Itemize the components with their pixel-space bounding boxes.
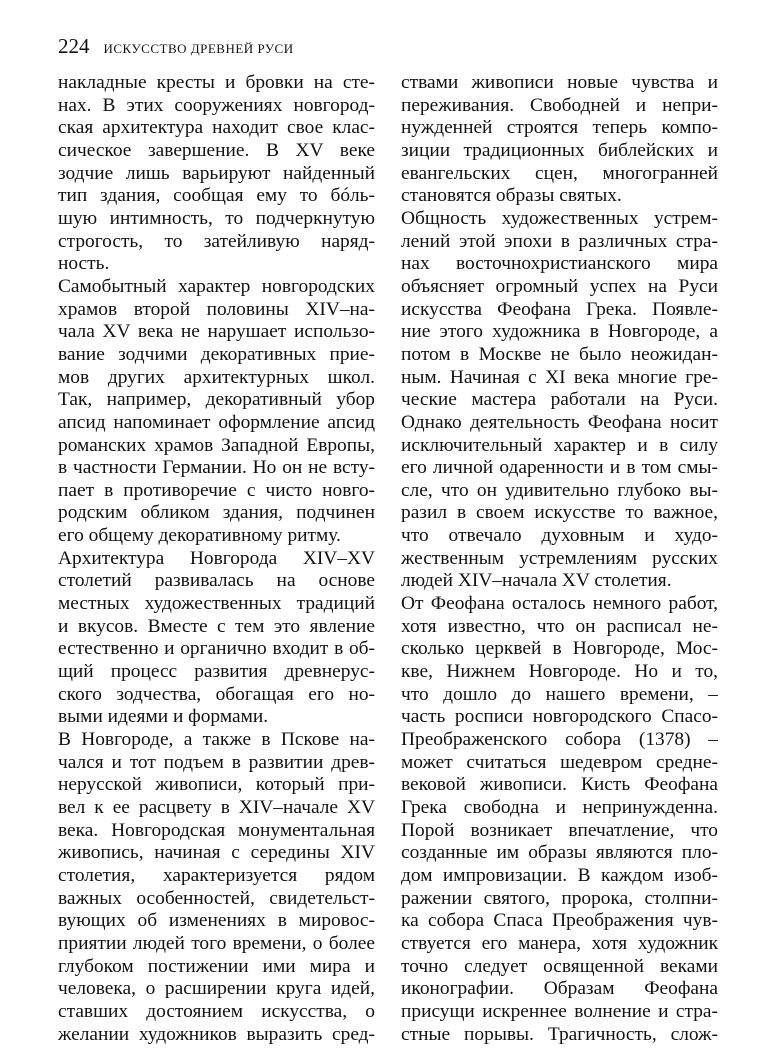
text-line: объясняет огромный успех на Руси: [401, 275, 718, 297]
text-line: ского зодчества, обогащая его но-: [58, 683, 375, 705]
text-line: потом в Москве не было неожидан-: [401, 343, 718, 365]
text-line: желании художников выразить сред-: [58, 1023, 375, 1045]
text-line: что дошло до нашего времени, –: [401, 683, 718, 705]
text-line: Преображенского собора (1378) –: [401, 729, 718, 751]
text-line: сколько церквей в Новгороде, Мос-: [401, 638, 718, 660]
text-line: нах. В этих сооружениях новгород-: [58, 94, 375, 116]
text-line: живопись, начиная с середины XIV: [58, 842, 375, 864]
text-line: его общему декоративному ритму.: [58, 525, 341, 547]
text-line: в частности Германии. Но он не всту-: [58, 457, 375, 479]
text-line: столетий развивалась на основе: [58, 570, 375, 592]
text-line: апсид напоминает оформление апсид: [58, 411, 375, 433]
text-line: часть росписи новгородского Спасо-: [401, 706, 718, 728]
text-line: исключительный характер и в силу: [401, 434, 718, 456]
text-line: иконографии. Образам Феофана: [401, 978, 718, 1000]
text-line: лений этой эпохи в различных стра-: [401, 230, 718, 252]
text-line: ставших достоянием искусства, о: [58, 1000, 375, 1022]
text-line: евангельских сцен, многогранней: [401, 162, 718, 184]
text-line: пает в противоречие с чисто новго-: [58, 479, 375, 501]
text-line: ние этого художника в Новгороде, а: [401, 321, 718, 343]
text-line: кве, Нижнем Новгороде. Но и то,: [401, 661, 718, 683]
text-line: века. Новгородская монументальная: [58, 819, 375, 841]
text-line: От Феофана осталось немного работ,: [401, 593, 718, 615]
text-line: ствами живописи новые чувства и: [401, 72, 718, 93]
text-line: ческие мастера работали на Руси.: [401, 389, 718, 411]
text-line: разил в своем искусстве то важное,: [401, 502, 718, 524]
text-line: Самобытный характер новгородских: [58, 275, 375, 297]
text-line: что отвечало духовным и худо-: [401, 525, 718, 547]
text-line: присущи искреннее волнение и стра-: [401, 1000, 718, 1022]
text-line: строгость, то затейливую наряд-: [58, 230, 375, 252]
text-line: человека, о расширении круга идей,: [58, 978, 375, 1000]
text-line: созданные им образы являются пло-: [401, 842, 718, 864]
text-line: местных художественных традиций: [58, 593, 375, 615]
text-line: переживания. Свободней и непри-: [401, 94, 718, 116]
right-text-column: [401, 72, 718, 1046]
text-line: искусства Феофана Грека. Появле-: [401, 298, 718, 320]
text-line: ствуется его манера, хотя художник: [401, 932, 718, 954]
text-line: вековой живописи. Кисть Феофана: [401, 774, 718, 796]
text-line: тип здания, сообщая ему то бóль-: [58, 185, 375, 207]
text-line: вание зодчими декоративных прие-: [58, 343, 375, 365]
text-line: стные порывы. Трагичность, слож-: [401, 1023, 718, 1045]
text-line: ка собора Спаса Преображения чув-: [401, 910, 718, 932]
text-line: вел к ее расцвету в XIV–начале XV: [58, 797, 375, 818]
text-line: нах восточнохристианского мира: [401, 253, 718, 275]
text-line: выми идеями и формами.: [58, 706, 269, 728]
text-line: ражении святого, пророка, столпни-: [401, 887, 718, 909]
text-line: его личной одаренности и в том смы-: [401, 457, 718, 479]
running-title: ИСКУССТВО ДРЕВНЕЙ РУСИ: [103, 41, 294, 56]
text-line: становятся образы святых.: [401, 185, 622, 207]
text-line: важных особенностей, свидетельст-: [58, 887, 375, 909]
text-line: романских храмов Западной Европы,: [58, 434, 375, 456]
text-line: сле, что он удивительно глубоко вы-: [401, 479, 718, 501]
text-line: хотя известно, что он расписал не-: [401, 615, 718, 637]
text-line: Общность художественных устрем-: [401, 207, 718, 229]
text-line: нерусской живописи, который при-: [58, 774, 375, 796]
page-header: [58, 34, 294, 59]
text-line: Архитектура Новгорода XIV–XV: [58, 547, 375, 569]
text-line: глубоком постижении ими мира и: [58, 955, 375, 977]
text-line: нужденней строятся теперь компо-: [401, 117, 718, 139]
text-line: Грека свободна и непринужденна.: [401, 797, 718, 818]
text-line: вующих об изменениях в мировос-: [58, 910, 375, 932]
page-number: 224: [58, 34, 90, 58]
text-line: ская архитектура находит свое клас-: [58, 117, 375, 139]
left-text-column: [58, 72, 375, 1046]
text-line: зиции традиционных библейских и: [401, 139, 718, 161]
text-line: зодчие лишь варьируют найденный: [58, 162, 375, 184]
text-line: естественно и органично входит в об-: [58, 638, 375, 660]
text-line: сическое завершение. В XV веке: [58, 139, 375, 161]
text-line: точно следует освященной веками: [401, 955, 718, 977]
text-line: шую интимность, то подчеркнутую: [58, 207, 375, 229]
text-line: родским обликом здания, подчинен: [58, 502, 375, 524]
text-line: храмов второй половины XIV–на-: [58, 298, 375, 320]
text-line: жественным устремлениям русских: [401, 547, 718, 569]
text-line: столетия, характеризуется рядом: [58, 864, 375, 886]
text-line: дом импровизации. В каждом изоб-: [401, 864, 718, 886]
text-line: Порой возникает впечатление, что: [401, 819, 718, 841]
text-line: ным. Начиная с XI века многие гре-: [401, 366, 718, 388]
text-line: щий процесс развития древнерус-: [58, 661, 375, 683]
text-line: Так, например, декоративный убор: [58, 389, 375, 411]
text-line: и вкусов. Вместе с тем это явление: [58, 615, 375, 637]
text-line: ность.: [58, 253, 110, 275]
text-line: может считаться шедевром средне-: [401, 751, 718, 773]
text-line: людей XIV–начала XV столетия.: [401, 570, 672, 592]
text-line: чала XV века не нарушает использо-: [58, 321, 375, 343]
text-line: накладные кресты и бровки на сте-: [58, 72, 375, 93]
text-line: Однако деятельность Феофана носит: [401, 411, 718, 433]
text-line: В Новгороде, а также в Пскове на-: [58, 729, 375, 751]
text-line: приятии людей того времени, о более: [58, 932, 375, 954]
text-line: мов других архитектурных школ.: [58, 366, 375, 388]
text-line: чался и тот подъем в развитии древ-: [58, 751, 375, 773]
